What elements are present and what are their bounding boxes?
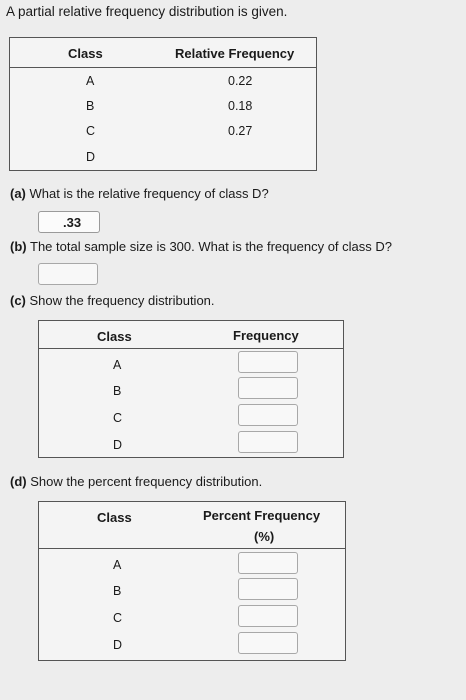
question-a-label: (a) (10, 186, 26, 201)
question-c (10, 293, 215, 308)
question-d-text: Show the percent frequency distribution. (30, 474, 263, 489)
relative-frequency-table (9, 37, 317, 171)
question-c-label: (c) (10, 293, 26, 308)
pct-input-c[interactable] (238, 605, 298, 627)
question-d (10, 474, 262, 489)
pct-class-a: A (113, 558, 122, 572)
freq-class-b: B (113, 384, 122, 398)
freq-class-c: C (113, 411, 123, 425)
question-d-label: (d) (10, 474, 27, 489)
table1-header-relative-frequency: Relative Frequency (175, 46, 295, 61)
pct-input-b[interactable] (238, 578, 298, 600)
percent-frequency-table (38, 501, 346, 661)
table1-class-c: C (86, 124, 96, 138)
table1-header-class: Class (68, 46, 103, 61)
freq-header-frequency: Frequency (233, 328, 299, 343)
answer-a-input[interactable]: .33 (38, 211, 100, 233)
question-b (10, 239, 392, 254)
table1-class-d: D (86, 150, 96, 164)
freq-class-a: A (113, 358, 122, 372)
freq-input-b[interactable] (238, 377, 298, 399)
pct-input-a[interactable] (238, 552, 298, 574)
problem-intro: A partial relative frequency distribution is given. (6, 4, 288, 19)
frequency-table (38, 320, 344, 458)
table1-value-b: 0.18 (228, 99, 253, 113)
pct-header-class: Class (97, 510, 132, 525)
pct-class-c: C (113, 611, 123, 625)
question-a-text: What is the relative frequency of class D? (29, 186, 269, 201)
freq-input-a[interactable] (238, 351, 298, 373)
pct-header-percent-frequency: Percent Frequency (203, 508, 321, 523)
table1-class-a: A (86, 74, 95, 88)
pct-class-d: D (113, 638, 123, 652)
question-c-text: Show the frequency distribution. (29, 293, 215, 308)
freq-header-class: Class (97, 329, 132, 344)
question-a (10, 186, 269, 201)
table1-value-c: 0.27 (228, 124, 253, 138)
question-b-label: (b) (10, 239, 27, 254)
answer-b-input[interactable] (38, 263, 98, 285)
table1-class-b: B (86, 99, 95, 113)
question-b-text: The total sample size is 300. What is the frequency of class D? (30, 239, 393, 254)
table1-value-a: 0.22 (228, 74, 253, 88)
freq-input-c[interactable] (238, 404, 298, 426)
pct-input-d[interactable] (238, 632, 298, 654)
freq-class-d: D (113, 438, 123, 452)
freq-input-d[interactable] (238, 431, 298, 453)
pct-header-percent-unit: (%) (254, 529, 275, 544)
pct-class-b: B (113, 584, 122, 598)
